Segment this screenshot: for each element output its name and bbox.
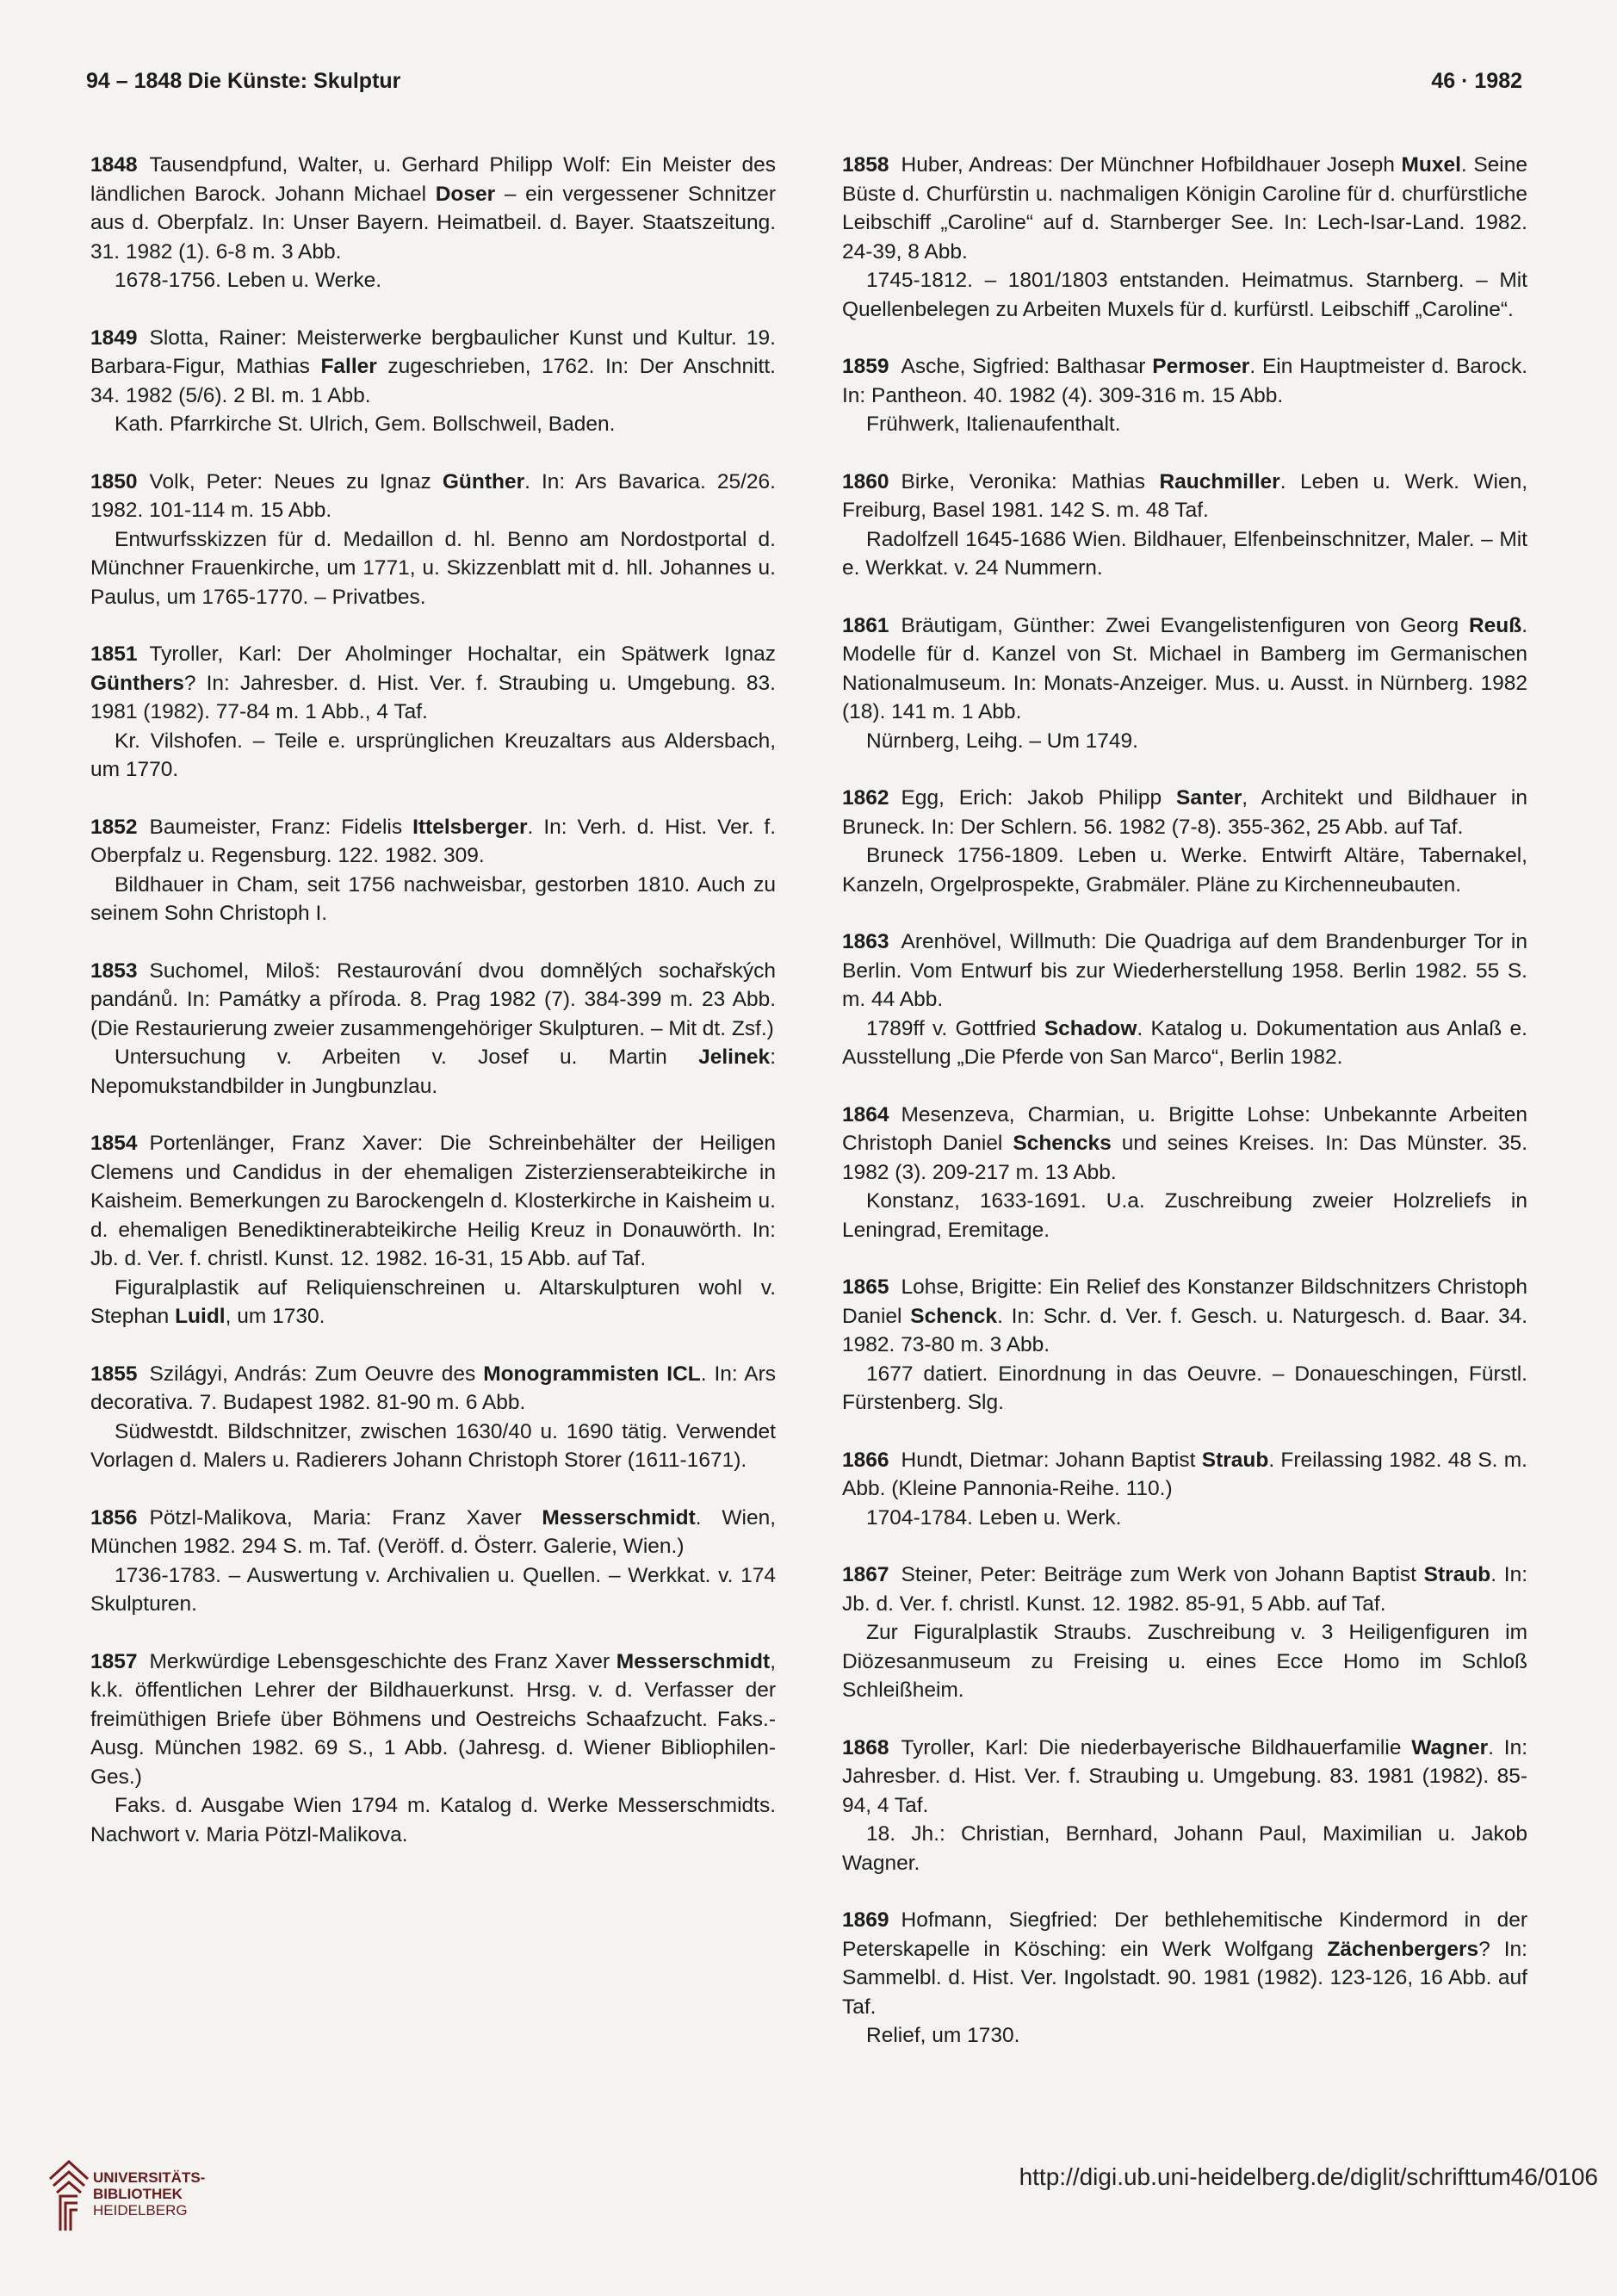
entry-number: 1851 <box>90 642 138 666</box>
annotation-text: Relief, um 1730. <box>866 2024 1020 2047</box>
bibliography-entry <box>842 468 1527 583</box>
library-name-line1: UNIVERSITÄTS- <box>93 2169 206 2186</box>
annotation-text: Radolfzell 1645-1686 Wien. Bildhauer, Elfenbeinschnitzer, Maler. – Mit e. Werkkat. v. 24 Nummern. <box>842 527 1527 580</box>
citation-text: Steiner, Peter: Beiträge zum Werk von Johann Baptist <box>901 1563 1424 1586</box>
entry-annotation <box>90 1043 776 1101</box>
bibliography-entry <box>842 1734 1527 1878</box>
bibliography-entry <box>90 957 776 1101</box>
annotation-text: 1704-1784. Leben u. Werk. <box>866 1505 1122 1530</box>
annotation-text: , um 1730. <box>225 1305 325 1328</box>
bibliography-entry <box>90 1504 776 1619</box>
running-head-volume: 46 · 1982 <box>1431 69 1522 93</box>
annotation-text: Zur Figuralplastik Straubs. Zuschreibung v. 3 Heiligenfiguren im Diözesanmuseum zu Freising u. eines Ecce Homo im Schloß Schleißheim. <box>842 1621 1527 1702</box>
entry-number: 1856 <box>90 1505 138 1530</box>
entry-annotation <box>90 266 776 295</box>
entry-annotation <box>90 1791 776 1849</box>
entry-citation <box>90 1504 776 1561</box>
citation-text: . In: Ars decorativa. 7. Budapest 1982. 81-90 m. 6 Abb. <box>90 1362 776 1414</box>
entry-number: 1853 <box>90 959 138 983</box>
annotation-text: 1678-1756. Leben u. Werke. <box>115 269 382 292</box>
citation-text: . In: Verh. d. Hist. Ver. f. Oberpfalz u. Regensburg. 122. 1982. 309. <box>90 815 776 867</box>
bibliography-entry <box>842 1101 1527 1245</box>
entry-number: 1867 <box>842 1563 889 1586</box>
artist-name: Faller <box>320 355 377 378</box>
entry-number: 1858 <box>842 153 889 177</box>
bibliography-entry <box>842 1446 1527 1533</box>
entry-annotation <box>90 871 776 928</box>
bibliography-entry <box>90 1360 776 1475</box>
citation-text: Birke, Veronika: Mathias <box>901 469 1160 493</box>
citation-text: . In: Jahresber. d. Hist. Ver. f. Straubing u. Umgebung. 83. 1981 (1982). 85-94, 4 Taf. <box>842 1735 1527 1817</box>
annotation-text: Frühwerk, Italienaufenthalt. <box>866 413 1121 436</box>
entry-annotation <box>842 2021 1527 2051</box>
artist-name: Reuß <box>1468 613 1522 637</box>
annotation-text: 1789ff v. Gottfried <box>866 1016 1044 1040</box>
citation-text: , k.k. öffentlichen Lehrer der Bildhauerkunst. Hrsg. v. d. Verfasser der freimüthigen Briefe über Böhmens und Oestreichs Schaafzucht. Faks.-Ausg. München 1982. 69 S., 1 Abb. (Jahresg. d. Wiener Bibliophilen-Ges.) <box>90 1649 776 1789</box>
bibliography-entry <box>90 640 776 785</box>
citation-text: Huber, Andreas: Der Münchner Hofbildhauer Joseph <box>901 153 1402 177</box>
entry-number: 1854 <box>90 1132 138 1155</box>
entry-annotation <box>90 1418 776 1475</box>
bibliography-entry <box>90 468 776 612</box>
entry-annotation <box>842 1618 1527 1705</box>
citation-text: Merkwürdige Lebensgeschichte des Franz Xaver <box>149 1649 616 1673</box>
bibliography-entry <box>842 611 1527 756</box>
artist-name: Schencks <box>1013 1132 1112 1155</box>
annotation-text: Nürnberg, Leihg. – Um 1749. <box>866 729 1138 753</box>
entry-citation <box>90 1129 776 1274</box>
entry-number: 1868 <box>842 1735 889 1759</box>
entry-annotation <box>842 1360 1527 1418</box>
bibliography-entry <box>90 151 776 295</box>
entry-number: 1855 <box>90 1362 138 1386</box>
citation-text: Szilágyi, András: Zum Oeuvre des <box>149 1362 484 1386</box>
annotation-text: 1677 datiert. Einordnung in das Oeuvre. – Donaueschingen, Fürstl. Fürstenberg. Slg. <box>842 1362 1527 1414</box>
entry-citation <box>90 957 776 1044</box>
entry-annotation <box>842 525 1527 583</box>
citation-text: Egg, Erich: Jakob Philipp <box>901 786 1176 810</box>
citation-text: . Wien, München 1982. 294 S. m. Taf. (Veröff. d. Österr. Galerie, Wien.) <box>90 1505 776 1558</box>
artist-name: Jelinek <box>698 1046 771 1069</box>
citation-text: . Ein Hauptmeister d. Barock. In: Pantheon. 40. 1982 (4). 309-316 m. 15 Abb. <box>842 355 1527 407</box>
entry-citation <box>90 468 776 525</box>
page-footer <box>0 2144 1617 2239</box>
annotation-text: Kath. Pfarrkirche St. Ulrich, Gem. Bollschweil, Baden. <box>115 413 616 436</box>
bibliography-entry <box>842 928 1527 1072</box>
permalink-url[interactable]: http://digi.ub.uni-heidelberg.de/diglit/schrifttum46/0106 <box>1019 2163 1598 2190</box>
entry-citation <box>842 151 1527 266</box>
citation-text: Portenlänger, Franz Xaver: Die Schreinbehälter der Heiligen Clemens und Candidus in der ehemaligen Zisterzienserabteikirche in Kaisheim. Bemerkungen zu Barockengeln d. Klosterkirche in Kaisheim u. d. ehemaligen Benediktinerabteikirche Heilig Kreuz in Donauwörth. In: Jb. d. Ver. f. christl. Kunst. 12. 1982. 16-31, 15 Abb. auf Taf. <box>90 1132 776 1270</box>
running-head-title: 94 – 1848 Die Künste: Skulptur <box>86 69 401 93</box>
entry-citation <box>842 611 1527 727</box>
citation-text: . Seine Büste d. Churfürstin u. nachmaligen Königin Caroline für d. churfürstliche Leibschiff „Caroline“ auf d. Starnberger See. In: Lech-Isar-Land. 1982. 24-39, 8 Abb. <box>842 153 1527 264</box>
entry-citation <box>90 640 776 727</box>
entry-citation <box>90 1360 776 1418</box>
citation-text: . In: Ars Bavarica. 25/26. 1982. 101-114 m. 15 Abb. <box>90 469 776 522</box>
entry-citation <box>842 1273 1527 1360</box>
bibliography-entry <box>842 1561 1527 1705</box>
bibliography-entry <box>842 1273 1527 1418</box>
annotation-text: Faks. d. Ausgabe Wien 1794 m. Katalog d. Werke Messerschmidts. Nachwort v. Maria Pötzl-Malikova. <box>90 1794 776 1846</box>
citation-text: Suchomel, Miloš: Restaurování dvou domnělých sochařských pandánů. In: Památky a příroda. 8. Prag 1982 (7). 384-399 m. 23 Abb. (Die Restaurierung zweier zusammengehöriger Skulpturen. – Mit dt. Zsf.) <box>90 959 776 1040</box>
entry-annotation <box>842 410 1527 439</box>
citation-text: Slotta, Rainer: Meisterwerke bergbaulicher Kunst und Kultur. 19. Barbara-Figur, Mathias <box>90 326 776 378</box>
citation-text: ? In: Jahresber. d. Hist. Ver. f. Straubing u. Umgebung. 83. 1981 (1982). 77-84 m. 1 Abb., 4 Taf. <box>90 671 776 723</box>
entry-citation <box>90 151 776 266</box>
entry-citation <box>842 352 1527 410</box>
entry-number: 1860 <box>842 469 889 493</box>
artist-name: Schadow <box>1044 1016 1137 1040</box>
annotation-text: . Katalog u. Dokumentation aus Anlaß e. Ausstellung „Die Pferde von San Marco“, Berlin 1982. <box>842 1016 1527 1069</box>
artist-name: Luidl <box>175 1305 226 1328</box>
entry-annotation <box>90 727 776 785</box>
entry-number: 1862 <box>842 786 889 810</box>
right-column <box>842 151 1527 2079</box>
artist-name: Ittelsberger <box>412 815 528 839</box>
entry-annotation <box>90 1561 776 1619</box>
citation-text: ? In: Sammelbl. d. Hist. Ver. Ingolstadt. 90. 1981 (1982). 123-126, 16 Abb. auf Taf. <box>842 1937 1527 2019</box>
artist-name: Rauchmiller <box>1159 469 1280 493</box>
entry-citation <box>842 784 1527 841</box>
annotation-text: Figuralplastik auf Reliquienschreinen u. Altarskulpturen wohl v. Stephan <box>90 1275 776 1328</box>
annotation-text: : Nepomukstandbilder in Jungbunzlau. <box>90 1046 776 1098</box>
artist-name: Schenck <box>910 1304 998 1328</box>
bibliography-entry <box>842 784 1527 899</box>
entry-annotation <box>842 266 1527 324</box>
bibliography-entry <box>842 151 1527 324</box>
artist-name: Santer <box>1175 786 1242 810</box>
library-name-line3: HEIDELBERG <box>93 2202 188 2218</box>
artist-name: Muxel <box>1401 153 1461 177</box>
entry-annotation <box>90 1274 776 1331</box>
entry-annotation <box>90 410 776 439</box>
bibliography-entry <box>842 1906 1527 2051</box>
entry-citation <box>90 813 776 871</box>
entry-citation <box>90 1648 776 1792</box>
entry-annotation <box>842 1504 1527 1533</box>
artist-name: Messerschmidt <box>616 1649 771 1673</box>
entry-number: 1852 <box>90 815 138 839</box>
citation-text: zugeschrieben, 1762. In: Der Anschnitt. 34. 1982 (5/6). 2 Bl. m. 1 Abb. <box>90 355 776 407</box>
entry-citation <box>842 1446 1527 1504</box>
entry-annotation <box>842 841 1527 899</box>
annotation-text: Bruneck 1756-1809. Leben u. Werke. Entwirft Altäre, Tabernakel, Kanzeln, Orgelprospekte, Grabmäler. Pläne zu Kirchenneubauten. <box>842 844 1527 897</box>
entry-citation <box>842 1561 1527 1618</box>
annotation-text: 1745-1812. – 1801/1803 entstanden. Heimatmus. Starnberg. – Mit Quellenbelegen zu Arbeiten Muxels für d. kurfürstl. Leibschiff „Caroline“. <box>842 269 1527 321</box>
library-name <box>93 2169 205 2218</box>
entry-annotation <box>842 1015 1527 1072</box>
citation-text: Pötzl-Malikova, Maria: Franz Xaver <box>149 1505 542 1530</box>
university-library-logo-icon <box>43 2153 95 2235</box>
artist-name: Straub <box>1201 1448 1269 1472</box>
citation-text: Lohse, Brigitte: Ein Relief des Konstanzer Bildschnitzers Christoph Daniel <box>842 1275 1527 1328</box>
annotation-text: Konstanz, 1633-1691. U.a. Zuschreibung zweier Holzreliefs in Leningrad, Eremitage. <box>842 1189 1527 1242</box>
left-column <box>90 151 776 1877</box>
entry-annotation <box>842 727 1527 756</box>
artist-name: Günthers <box>90 671 184 695</box>
citation-text: – ein vergessener Schnitzer aus d. Oberpfalz. In: Unser Bayern. Heimatbeil. d. Bayer. Staatszeitung. 31. 1982 (1). 6-8 m. 3 Abb. <box>90 182 776 264</box>
annotation-text: Bildhauer in Cham, seit 1756 nachweisbar, gestorben 1810. Auch zu seinem Sohn Christoph I. <box>90 872 776 925</box>
citation-text: Hofmann, Siegfried: Der bethlehemitische Kindermord in der Peterskapelle in Kösching: ein Werk Wolfgang <box>842 1908 1527 1961</box>
citation-text: Tyroller, Karl: Der Aholminger Hochaltar, ein Spätwerk Ignaz <box>149 642 776 666</box>
citation-text: Arenhövel, Willmuth: Die Quadriga auf dem Brandenburger Tor in Berlin. Vom Entwurf bis zur Wiederherstellung 1958. Berlin 1982. 55 S. m. 44 Abb. <box>842 930 1527 1011</box>
citation-text: Tausendpfund, Walter, u. Gerhard Philipp Wolf: Ein Meister des ländlichen Barock. Johann Michael <box>90 153 776 206</box>
artist-name: Permoser <box>1152 355 1250 378</box>
artist-name: Straub <box>1423 1563 1491 1586</box>
entry-citation <box>842 468 1527 525</box>
entry-number: 1849 <box>90 326 138 350</box>
citation-text: . Freilassing 1982. 48 S. m. Abb. (Kleine Pannonia-Reihe. 110.) <box>842 1448 1527 1500</box>
entry-number: 1866 <box>842 1448 889 1472</box>
library-name-line2: BIBLIOTHEK <box>93 2186 183 2202</box>
citation-text: Volk, Peter: Neues zu Ignaz <box>149 469 443 493</box>
entry-number: 1863 <box>842 930 889 953</box>
bibliography-entry <box>90 813 776 928</box>
bibliography-entry <box>842 352 1527 439</box>
entry-citation <box>842 1734 1527 1821</box>
entry-citation <box>842 928 1527 1015</box>
entry-number: 1864 <box>842 1102 889 1126</box>
entry-number: 1869 <box>842 1908 889 1932</box>
citation-text: . Modelle für d. Kanzel von St. Michael in Bamberg im Germanischen Nationalmuseum. In: Monats-Anzeiger. Mus. u. Ausst. in Nürnberg. 1982 (18). 141 m. 1 Abb. <box>842 613 1527 723</box>
entry-number: 1859 <box>842 355 889 378</box>
bibliography-entry <box>90 324 776 439</box>
entry-number: 1850 <box>90 469 138 493</box>
entry-number: 1865 <box>842 1275 889 1299</box>
annotation-text: Entwurfsskizzen für d. Medaillon d. hl. Benno am Nordostportal d. Münchner Frauenkirche, um 1771, u. Skizzenblatt mit d. hll. Johannes u. Paulus, um 1765-1770. – Privatbes. <box>90 527 776 609</box>
artist-name: Zächenbergers <box>1327 1937 1479 1961</box>
annotation-text: 18. Jh.: Christian, Bernhard, Johann Paul, Maximilian u. Jakob Wagner. <box>842 1822 1527 1875</box>
citation-text: . Leben u. Werk. Wien, Freiburg, Basel 1981. 142 S. m. 48 Taf. <box>842 469 1528 522</box>
page-header <box>86 69 1522 103</box>
citation-text: Bräutigam, Günther: Zwei Evangelistenfiguren von Georg <box>901 613 1469 637</box>
entry-citation <box>842 1906 1527 2021</box>
artist-name: Doser <box>435 182 496 206</box>
entry-citation <box>90 324 776 411</box>
entry-number: 1848 <box>90 153 138 177</box>
annotation-text: Südwestdt. Bildschnitzer, zwischen 1630/40 u. 1690 tätig. Verwendet Vorlagen d. Malers u. Radierers Johann Christoph Storer (1611-1671). <box>90 1419 776 1472</box>
entry-annotation <box>842 1187 1527 1244</box>
annotation-text: 1736-1783. – Auswertung v. Archivalien u. Quellen. – Werkkat. v. 174 Skulpturen. <box>90 1563 776 1616</box>
citation-text: und seines Kreises. In: Das Münster. 35. 1982 (3). 209-217 m. 13 Abb. <box>842 1132 1527 1184</box>
annotation-text: Kr. Vilshofen. – Teile e. ursprünglichen Kreuzaltars aus Aldersbach, um 1770. <box>90 729 776 781</box>
annotation-text: Untersuchung v. Arbeiten v. Josef u. Martin <box>115 1046 699 1069</box>
entry-citation <box>842 1101 1527 1188</box>
entry-annotation <box>90 525 776 612</box>
artist-name: Messerschmidt <box>542 1505 696 1530</box>
citation-text: Mesenzeva, Charmian, u. Brigitte Lohse: Unbekannte Arbeiten Christoph Daniel <box>842 1102 1527 1155</box>
entry-number: 1857 <box>90 1649 138 1673</box>
citation-text: Baumeister, Franz: Fidelis <box>149 815 413 839</box>
citation-text: Tyroller, Karl: Die niederbayerische Bildhauerfamilie <box>901 1735 1412 1759</box>
artist-name: Wagner <box>1411 1735 1489 1759</box>
entry-number: 1861 <box>842 613 889 637</box>
artist-name: Günther <box>442 469 525 493</box>
bibliography-entry <box>90 1129 776 1331</box>
citation-text: Asche, Sigfried: Balthasar <box>901 355 1153 378</box>
citation-text: , Architekt und Bildhauer in Bruneck. In: Der Schlern. 56. 1982 (7-8). 355-362, 25 Abb. auf Taf. <box>842 786 1527 839</box>
bibliography-entry <box>90 1648 776 1850</box>
artist-name: Monogrammisten ICL <box>483 1362 701 1386</box>
citation-text: . In: Jb. d. Ver. f. christl. Kunst. 12. 1982. 85-91, 5 Abb. auf Taf. <box>842 1563 1528 1616</box>
citation-text: Hundt, Dietmar: Johann Baptist <box>901 1448 1202 1472</box>
citation-text: . In: Schr. d. Ver. f. Gesch. u. Naturgesch. d. Baar. 34. 1982. 73-80 m. 3 Abb. <box>842 1304 1528 1356</box>
entry-annotation <box>842 1820 1527 1877</box>
